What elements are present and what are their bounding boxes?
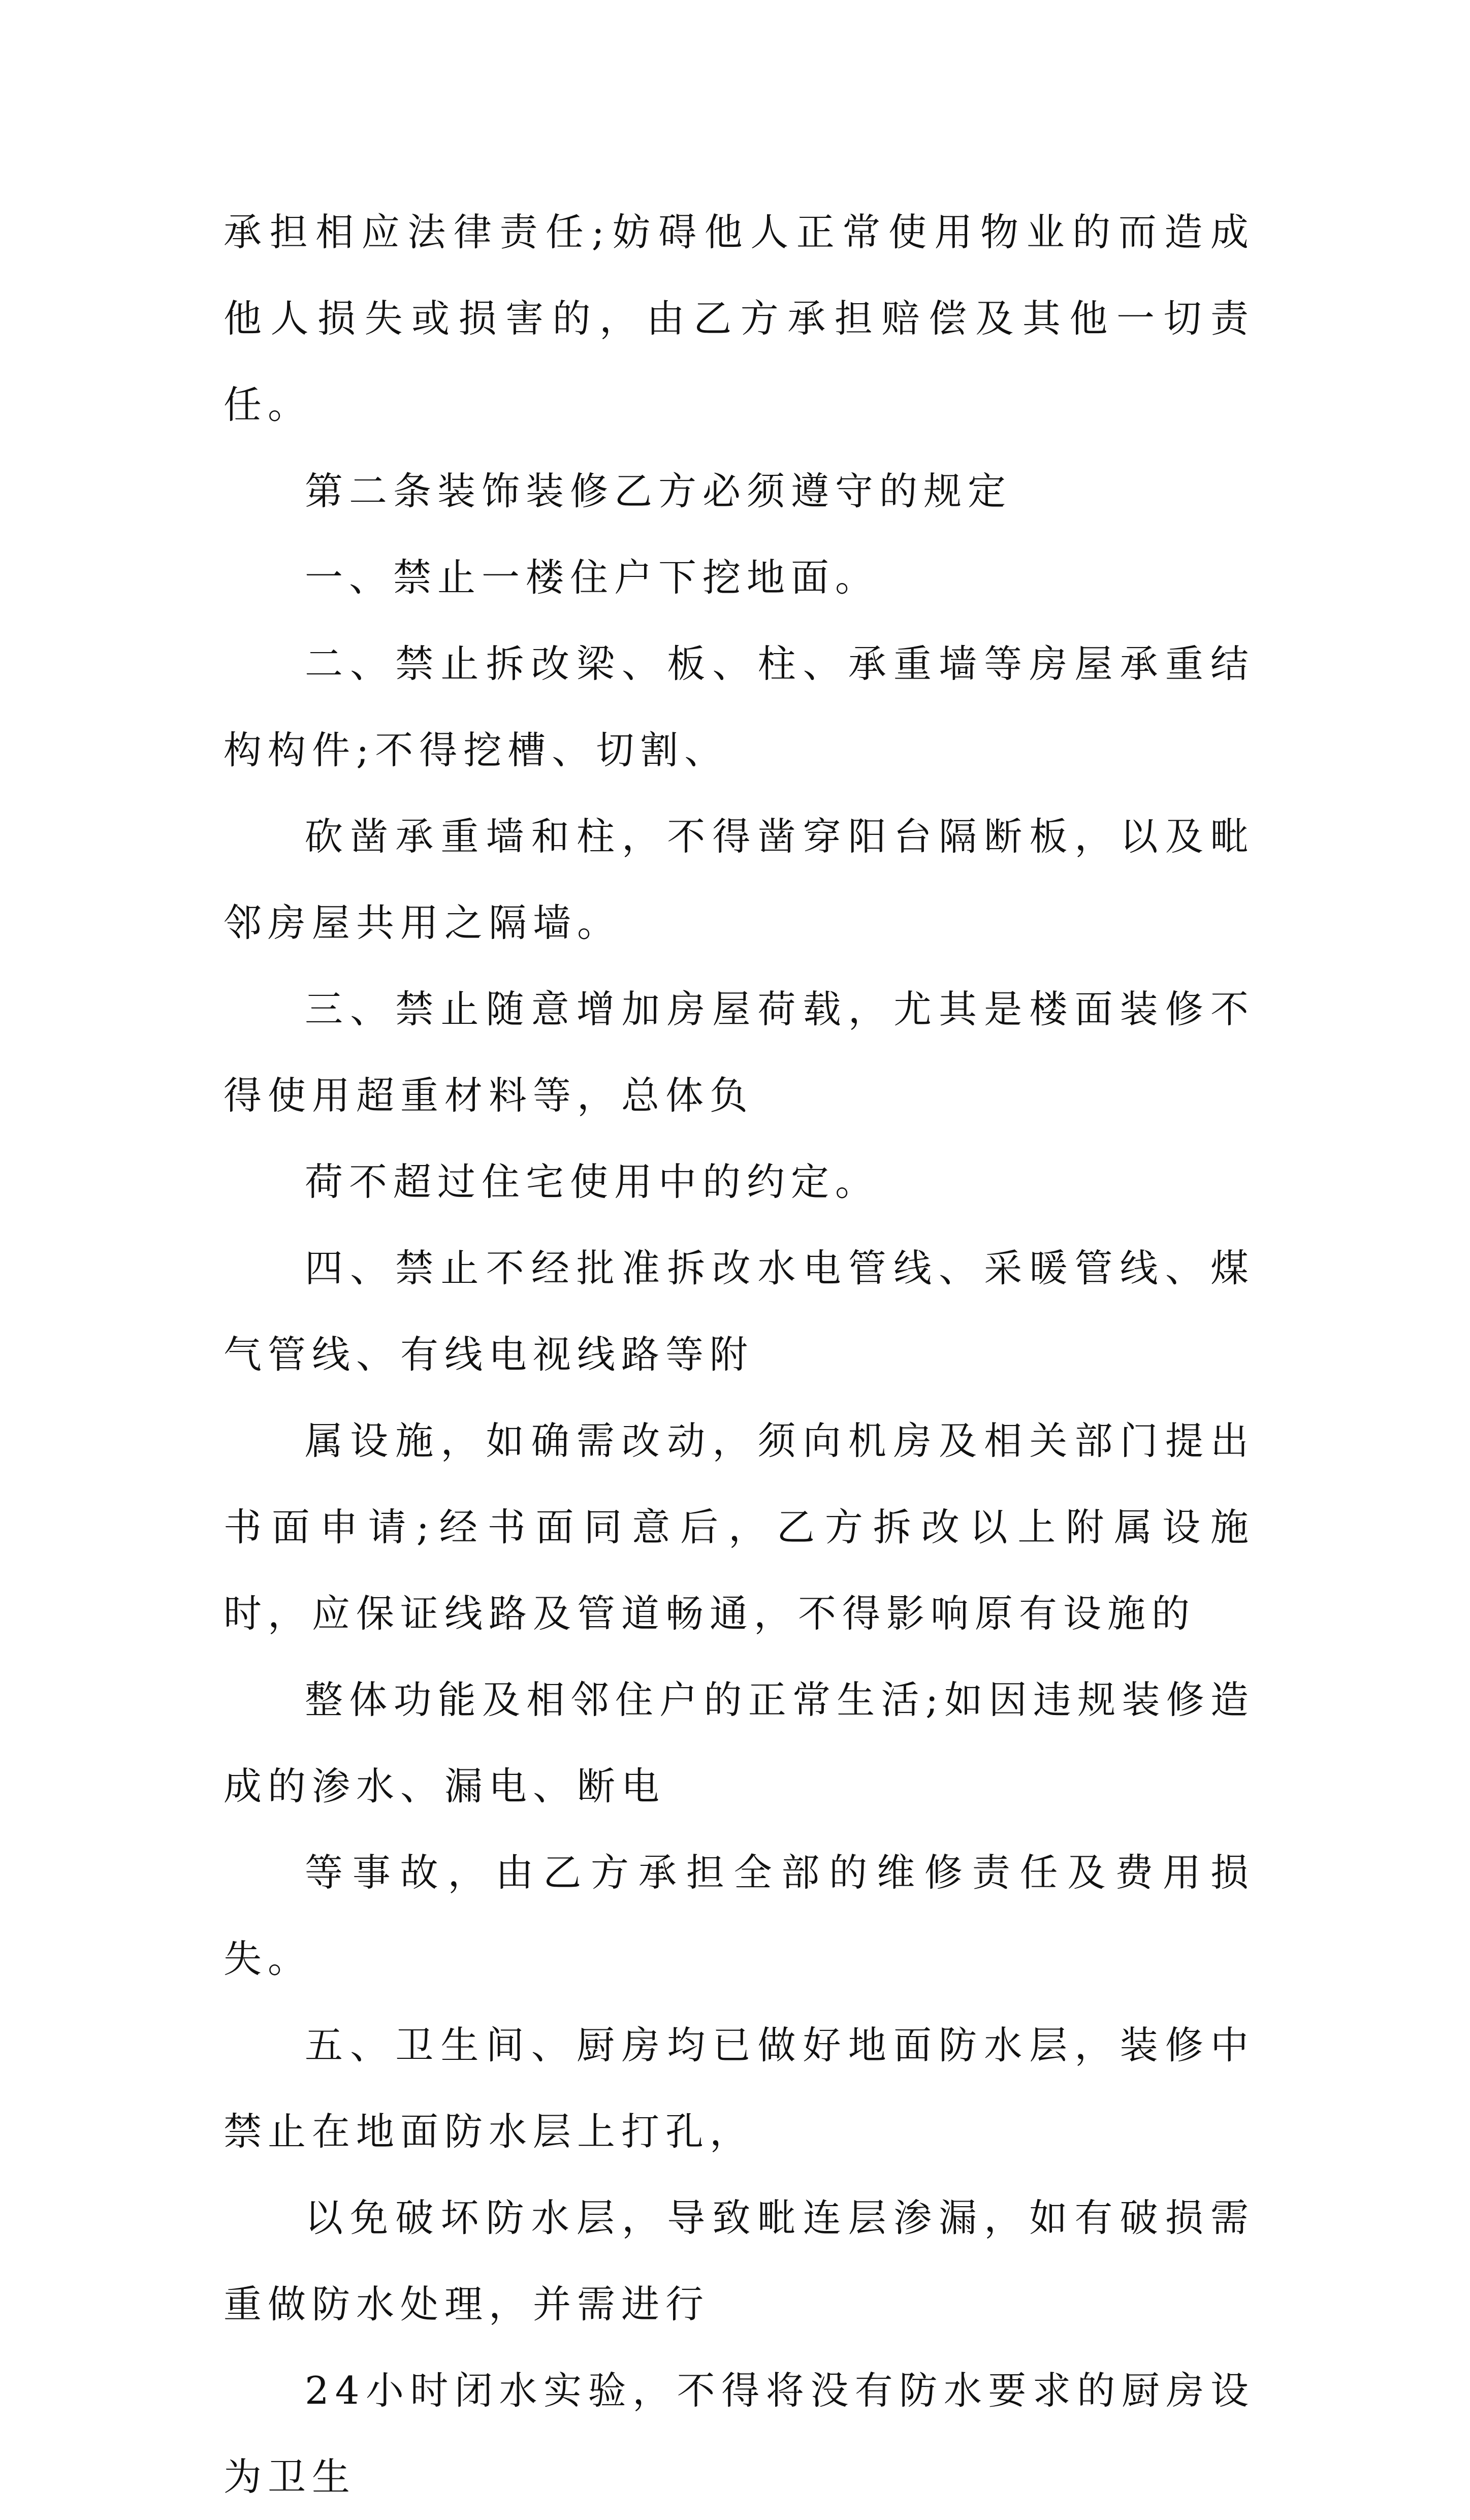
- paragraph-11: 等事故，由乙方承担全部的维修责任及费用损失。: [223, 1850, 1255, 1981]
- paragraph-6: 三、禁止随意增加房屋荷载，尤其是楼面装修不得使用超重材料等，总体负: [223, 987, 1255, 1118]
- paragraph-14: 24小时闭水实验，不得将没有防水要求的厨房设为卫生: [223, 2368, 1255, 2499]
- paragraph-7: 荷不超过住宅使用中的约定。: [305, 1159, 880, 1204]
- paragraph-9: 属设施，如确需改动，须向机房及相关部门提出书面申请;经书面同意后，乙方拆改以上附属设施时，应保证线路及管道畅通，不得影响原有设施的: [223, 1418, 1255, 1636]
- paragraph-3: 一、禁止一楼住户下挖地面。: [305, 555, 880, 600]
- paragraph-4: 二、禁止拆改梁、板、柱、承重墙等房屋承重结构构件;不得挖槽、切割、: [223, 641, 1255, 772]
- paragraph-8: 四、禁止不经批准拆改水电管线、采暖管线、煤气管线、有线电视线路等附: [223, 1246, 1255, 1377]
- paragraph-1: 承担相应法律责任;妨碍他人正常使用物业的而造成他人损失或损害的，由乙方承担赔偿及其他一切责任。: [223, 210, 1255, 427]
- paragraph-2: 第二条装饰装修乙方必须遵守的规定: [305, 469, 1012, 513]
- paragraph-12: 五、卫生间、厨房均已做好地面防水层，装修中禁止在地面防水层上打孔，: [223, 2023, 1255, 2154]
- paragraph-5: 砍凿承重墙和柱，不得凿穿阳台隔断板，以及毗邻房屋共用之隔墙。: [223, 814, 1255, 945]
- document-body: [223, 189, 1255, 2520]
- paragraph-13: 以免破坏防水层，导致毗连层渗漏，如有破损需重做防水处理，并需进行: [223, 2195, 1255, 2327]
- paragraph-10: 整体功能及相邻住户的正常生活;如因违规装修造成的渗水、漏电、断电: [223, 1677, 1255, 1808]
